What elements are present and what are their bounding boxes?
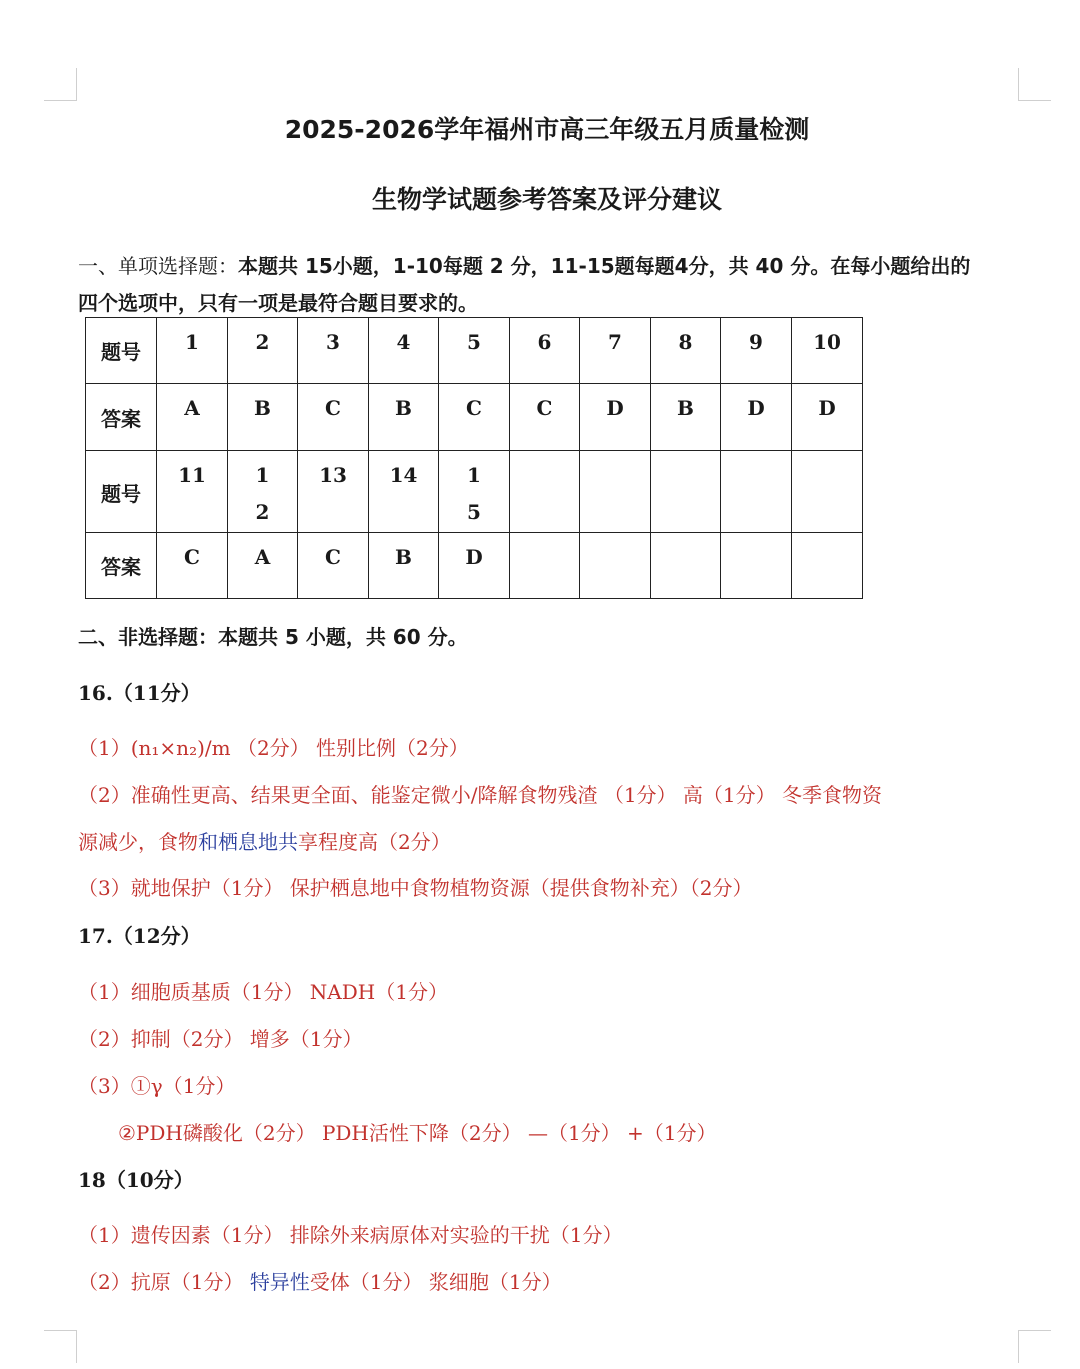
table-cell: A [228, 533, 298, 599]
table-cell [721, 451, 792, 533]
table-cell: 4 [369, 318, 439, 384]
table-cell: 6 [510, 318, 580, 384]
crop-mark-top-left [44, 68, 77, 101]
table-cell: B [651, 384, 721, 451]
q16-part-2-cont-c: 享程度高（2分） [298, 830, 451, 854]
table-cell: C [298, 533, 369, 599]
table-cell: D [439, 533, 510, 599]
crop-mark-bottom-right [1018, 1330, 1051, 1363]
table-cell: 1 5 [439, 451, 510, 533]
table-cell [510, 533, 580, 599]
header-answer: 答案 [86, 384, 157, 451]
table-cell: 9 [721, 318, 792, 384]
table-cell [792, 451, 863, 533]
header-answer: 答案 [86, 533, 157, 599]
document-title: 2025-2026学年福州市高三年级五月质量检测 [284, 115, 810, 144]
section1-text-2: 四个选项中，只有一项是最符合题目要求的。 [78, 291, 478, 315]
section2-heading: 二、非选择题：本题共 5 小题，共 60 分。 [78, 625, 468, 649]
table-cell: C [439, 384, 510, 451]
q18-part-2-a: （2）抗原（1分） [78, 1270, 250, 1294]
section1-text-1: 本题共 15小题，1-10每题 2 分，11-15题每题4分，共 40 分。在每小题给出的 [238, 254, 971, 278]
table-cell: 1 2 [228, 451, 298, 533]
q18-part-2-b: 特异性 [249, 1270, 310, 1294]
table-cell [792, 533, 863, 599]
table-cell: B [228, 384, 298, 451]
table-cell: 8 [651, 318, 721, 384]
table-cell [580, 533, 651, 599]
crop-mark-bottom-left [44, 1330, 77, 1363]
table-cell: 2 [228, 318, 298, 384]
table-cell: C [157, 533, 228, 599]
document-subtitle: 生物学试题参考答案及评分建议 [371, 185, 722, 214]
table-cell: D [721, 384, 792, 451]
q16-part-2-cont [78, 826, 451, 855]
table-cell: D [580, 384, 651, 451]
table-cell: C [510, 384, 580, 451]
table-cell: B [369, 384, 439, 451]
table-cell: 3 [298, 318, 369, 384]
table-cell: 13 [298, 451, 369, 533]
table-cell [580, 451, 651, 533]
q17-part-3-sub-2: ②PDH磷酸化（2分） PDH活性下降（2分） —（1分） +（1分） [118, 1121, 717, 1145]
q18-part-2-c: 受体（1分） 浆细胞（1分） [309, 1270, 562, 1294]
table-cell: 7 [580, 318, 651, 384]
table-cell [721, 533, 792, 599]
table-cell [651, 533, 721, 599]
header-question-number: 题号 [86, 451, 157, 533]
q16-part-2: （2）准确性更高、结果更全面、能鉴定微小/降解食物残渣 （1分） 高（1分） 冬季食物资 [78, 783, 882, 807]
section1-label: 一、单项选择题： [78, 254, 238, 278]
table-cell [651, 451, 721, 533]
q17-heading: 17.（12分） [78, 924, 201, 948]
q17-part-1: （1）细胞质基质（1分） NADH（1分） [78, 980, 448, 1004]
answer-row-1 [86, 384, 863, 451]
table-cell: C [298, 384, 369, 451]
section1-intro [78, 250, 970, 279]
header-question-number: 题号 [86, 318, 157, 384]
q18-part-1: （1）遗传因素（1分） 排除外来病原体对实验的干扰（1分） [78, 1223, 623, 1247]
q16-heading: 16.（11分） [78, 681, 201, 705]
q18-heading: 18（10分） [78, 1168, 194, 1192]
q16-part-2-cont-a: 源减少，食物 [78, 830, 198, 854]
table-cell: B [369, 533, 439, 599]
table-cell [510, 451, 580, 533]
q16-part-3: （3）就地保护（1分） 保护栖息地中食物植物资源（提供食物补充）（2分） [78, 876, 753, 900]
table-cell: 1 [157, 318, 228, 384]
table-cell: 11 [157, 451, 228, 533]
q18-part-2 [78, 1266, 562, 1295]
q17-part-3: （3）①γ（1分） [78, 1074, 236, 1098]
question-row-1 [86, 318, 863, 384]
table-cell: D [792, 384, 863, 451]
answer-table [85, 317, 863, 599]
table-cell: 10 [792, 318, 863, 384]
q16-part-1: （1）(n₁×n₂)/m （2分） 性别比例（2分） [78, 736, 469, 760]
table-cell: 5 [439, 318, 510, 384]
answer-row-2 [86, 533, 863, 599]
q17-part-2: （2）抑制（2分） 增多（1分） [78, 1027, 363, 1051]
question-row-2 [86, 451, 863, 533]
table-cell: 14 [369, 451, 439, 533]
table-cell: A [157, 384, 228, 451]
crop-mark-top-right [1018, 68, 1051, 101]
q16-part-2-cont-b: 和栖息地共 [198, 830, 298, 854]
